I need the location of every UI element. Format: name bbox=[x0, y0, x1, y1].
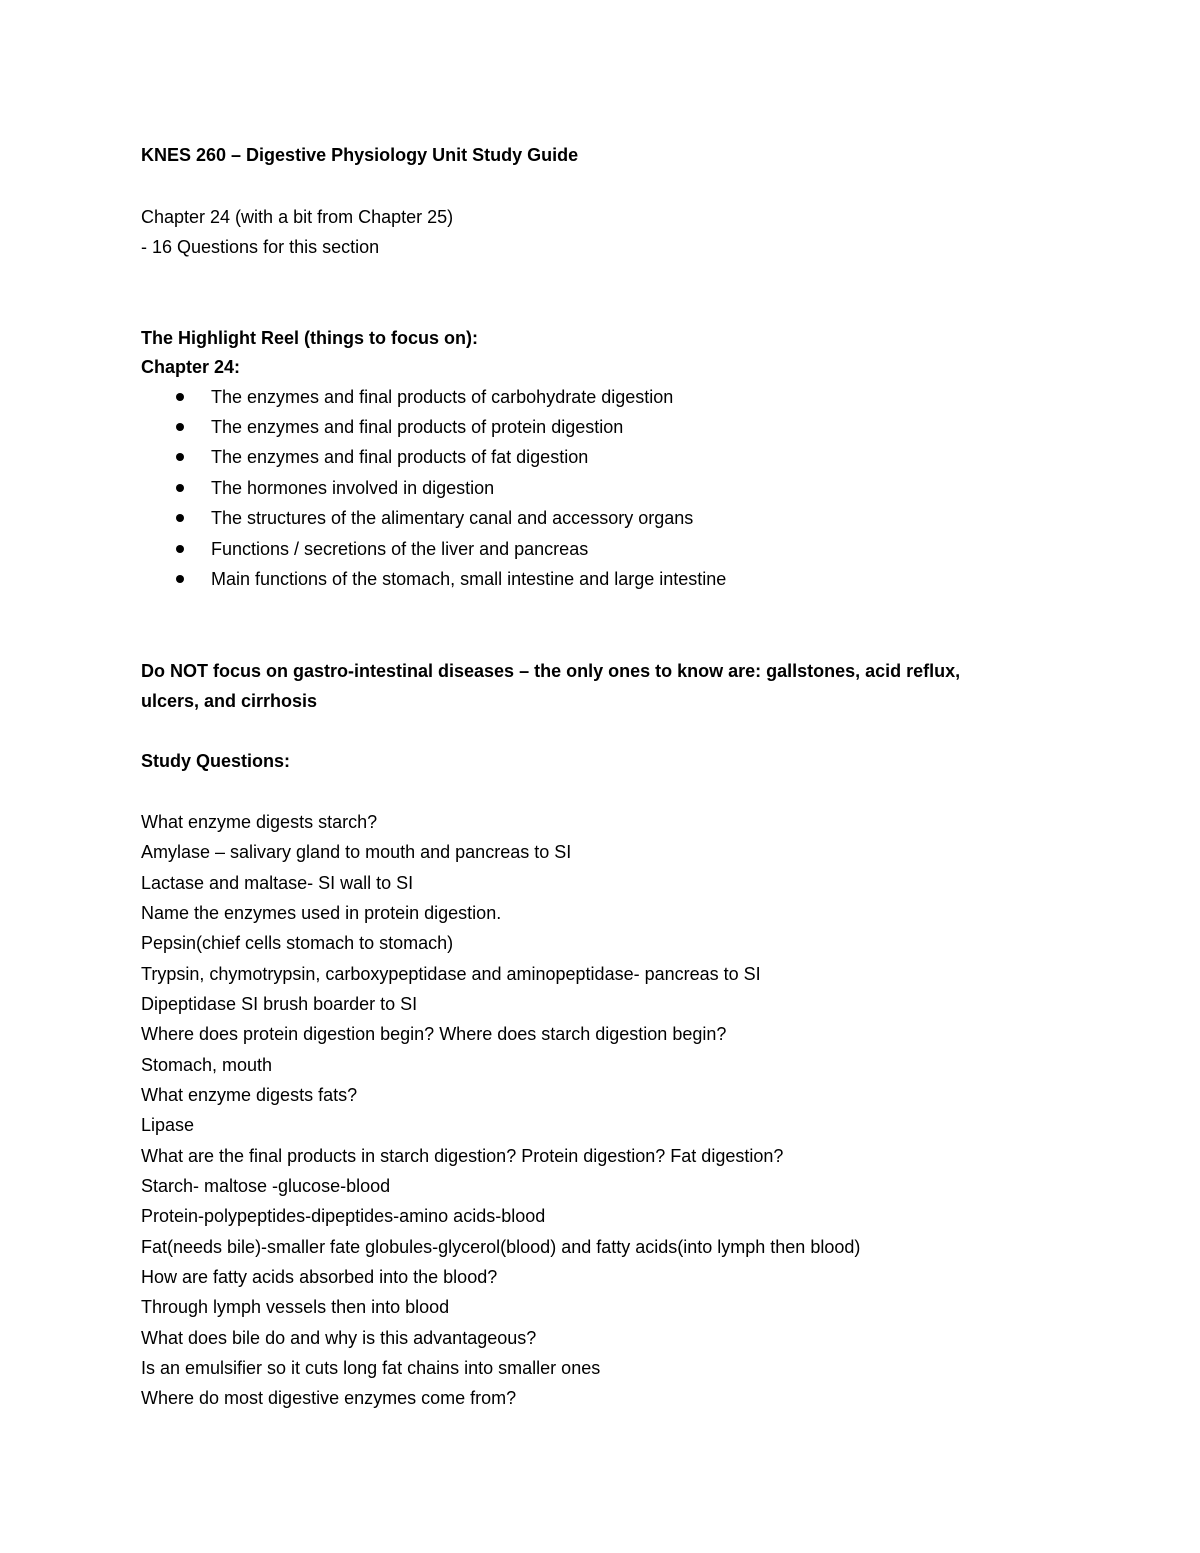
study-line: What does bile do and why is this advantageous? bbox=[141, 1328, 537, 1348]
list-item bbox=[0, 568, 1000, 590]
study-line: Stomach, mouth bbox=[141, 1055, 273, 1075]
study-questions-heading: Study Questions: bbox=[141, 751, 291, 771]
list-item-text: Main functions of the stomach, small intestine and large intestine bbox=[211, 569, 727, 589]
list-item-text: The enzymes and final products of carbohydrate digestion bbox=[211, 387, 674, 407]
study-line: Trypsin, chymotrypsin, carboxypeptidase and aminopeptidase- pancreas to SI bbox=[141, 964, 761, 984]
bullet-icon bbox=[176, 514, 184, 522]
bullet-icon bbox=[176, 453, 184, 461]
warning-line-continued: ulcers, and cirrhosis bbox=[141, 691, 318, 711]
list-item bbox=[0, 507, 1000, 529]
study-line: How are fatty acids absorbed into the blood? bbox=[141, 1267, 498, 1287]
study-line: Protein-polypeptides-dipeptides-amino acids-blood bbox=[141, 1206, 546, 1226]
bullet-icon bbox=[176, 545, 184, 553]
warning-line: Do NOT focus on gastro-intestinal diseases – the only ones to know are: gallstones, acid reflux, bbox=[141, 661, 961, 681]
study-line: Is an emulsifier so it cuts long fat chains into smaller ones bbox=[141, 1358, 601, 1378]
study-line: Lipase bbox=[141, 1115, 195, 1135]
list-item-text: Functions / secretions of the liver and pancreas bbox=[211, 539, 589, 559]
list-item-text: The structures of the alimentary canal and accessory organs bbox=[211, 508, 694, 528]
study-line: Name the enzymes used in protein digestion. bbox=[141, 903, 502, 923]
study-line: Amylase – salivary gland to mouth and pancreas to SI bbox=[141, 842, 572, 862]
study-line: Where do most digestive enzymes come from? bbox=[141, 1388, 517, 1408]
list-item bbox=[0, 538, 1000, 560]
list-item-text: The enzymes and final products of fat digestion bbox=[211, 447, 589, 467]
list-item-text: The enzymes and final products of protein digestion bbox=[211, 417, 624, 437]
list-item bbox=[0, 477, 1000, 499]
study-line: Pepsin(chief cells stomach to stomach) bbox=[141, 933, 454, 953]
study-line: Starch- maltose -glucose-blood bbox=[141, 1176, 391, 1196]
study-line: Through lymph vessels then into blood bbox=[141, 1297, 450, 1317]
study-line: Lactase and maltase- SI wall to SI bbox=[141, 873, 414, 893]
list-item bbox=[0, 446, 1000, 468]
study-line: Fat(needs bile)-smaller fate globules-glycerol(blood) and fatty acids(into lymph then blood) bbox=[141, 1237, 861, 1257]
document-title: KNES 260 – Digestive Physiology Unit Study Guide bbox=[141, 145, 579, 165]
bullet-icon bbox=[176, 393, 184, 401]
study-line: What enzyme digests starch? bbox=[141, 812, 378, 832]
study-line: What are the final products in starch digestion? Protein digestion? Fat digestion? bbox=[141, 1146, 784, 1166]
study-line: What enzyme digests fats? bbox=[141, 1085, 358, 1105]
list-item bbox=[0, 386, 1000, 408]
list-item bbox=[0, 416, 1000, 438]
study-line: Dipeptidase SI brush boarder to SI bbox=[141, 994, 418, 1014]
bullet-icon bbox=[176, 423, 184, 431]
highlight-heading: The Highlight Reel (things to focus on): bbox=[141, 328, 478, 348]
chapter-heading: Chapter 24: bbox=[141, 357, 241, 377]
bullet-icon bbox=[176, 575, 184, 583]
list-item-text: The hormones involved in digestion bbox=[211, 478, 495, 498]
questions-count-line: - 16 Questions for this section bbox=[141, 237, 380, 257]
study-line: Where does protein digestion begin? Where does starch digestion begin? bbox=[141, 1024, 727, 1044]
chapter-line: Chapter 24 (with a bit from Chapter 25) bbox=[141, 207, 454, 227]
bullet-icon bbox=[176, 484, 184, 492]
